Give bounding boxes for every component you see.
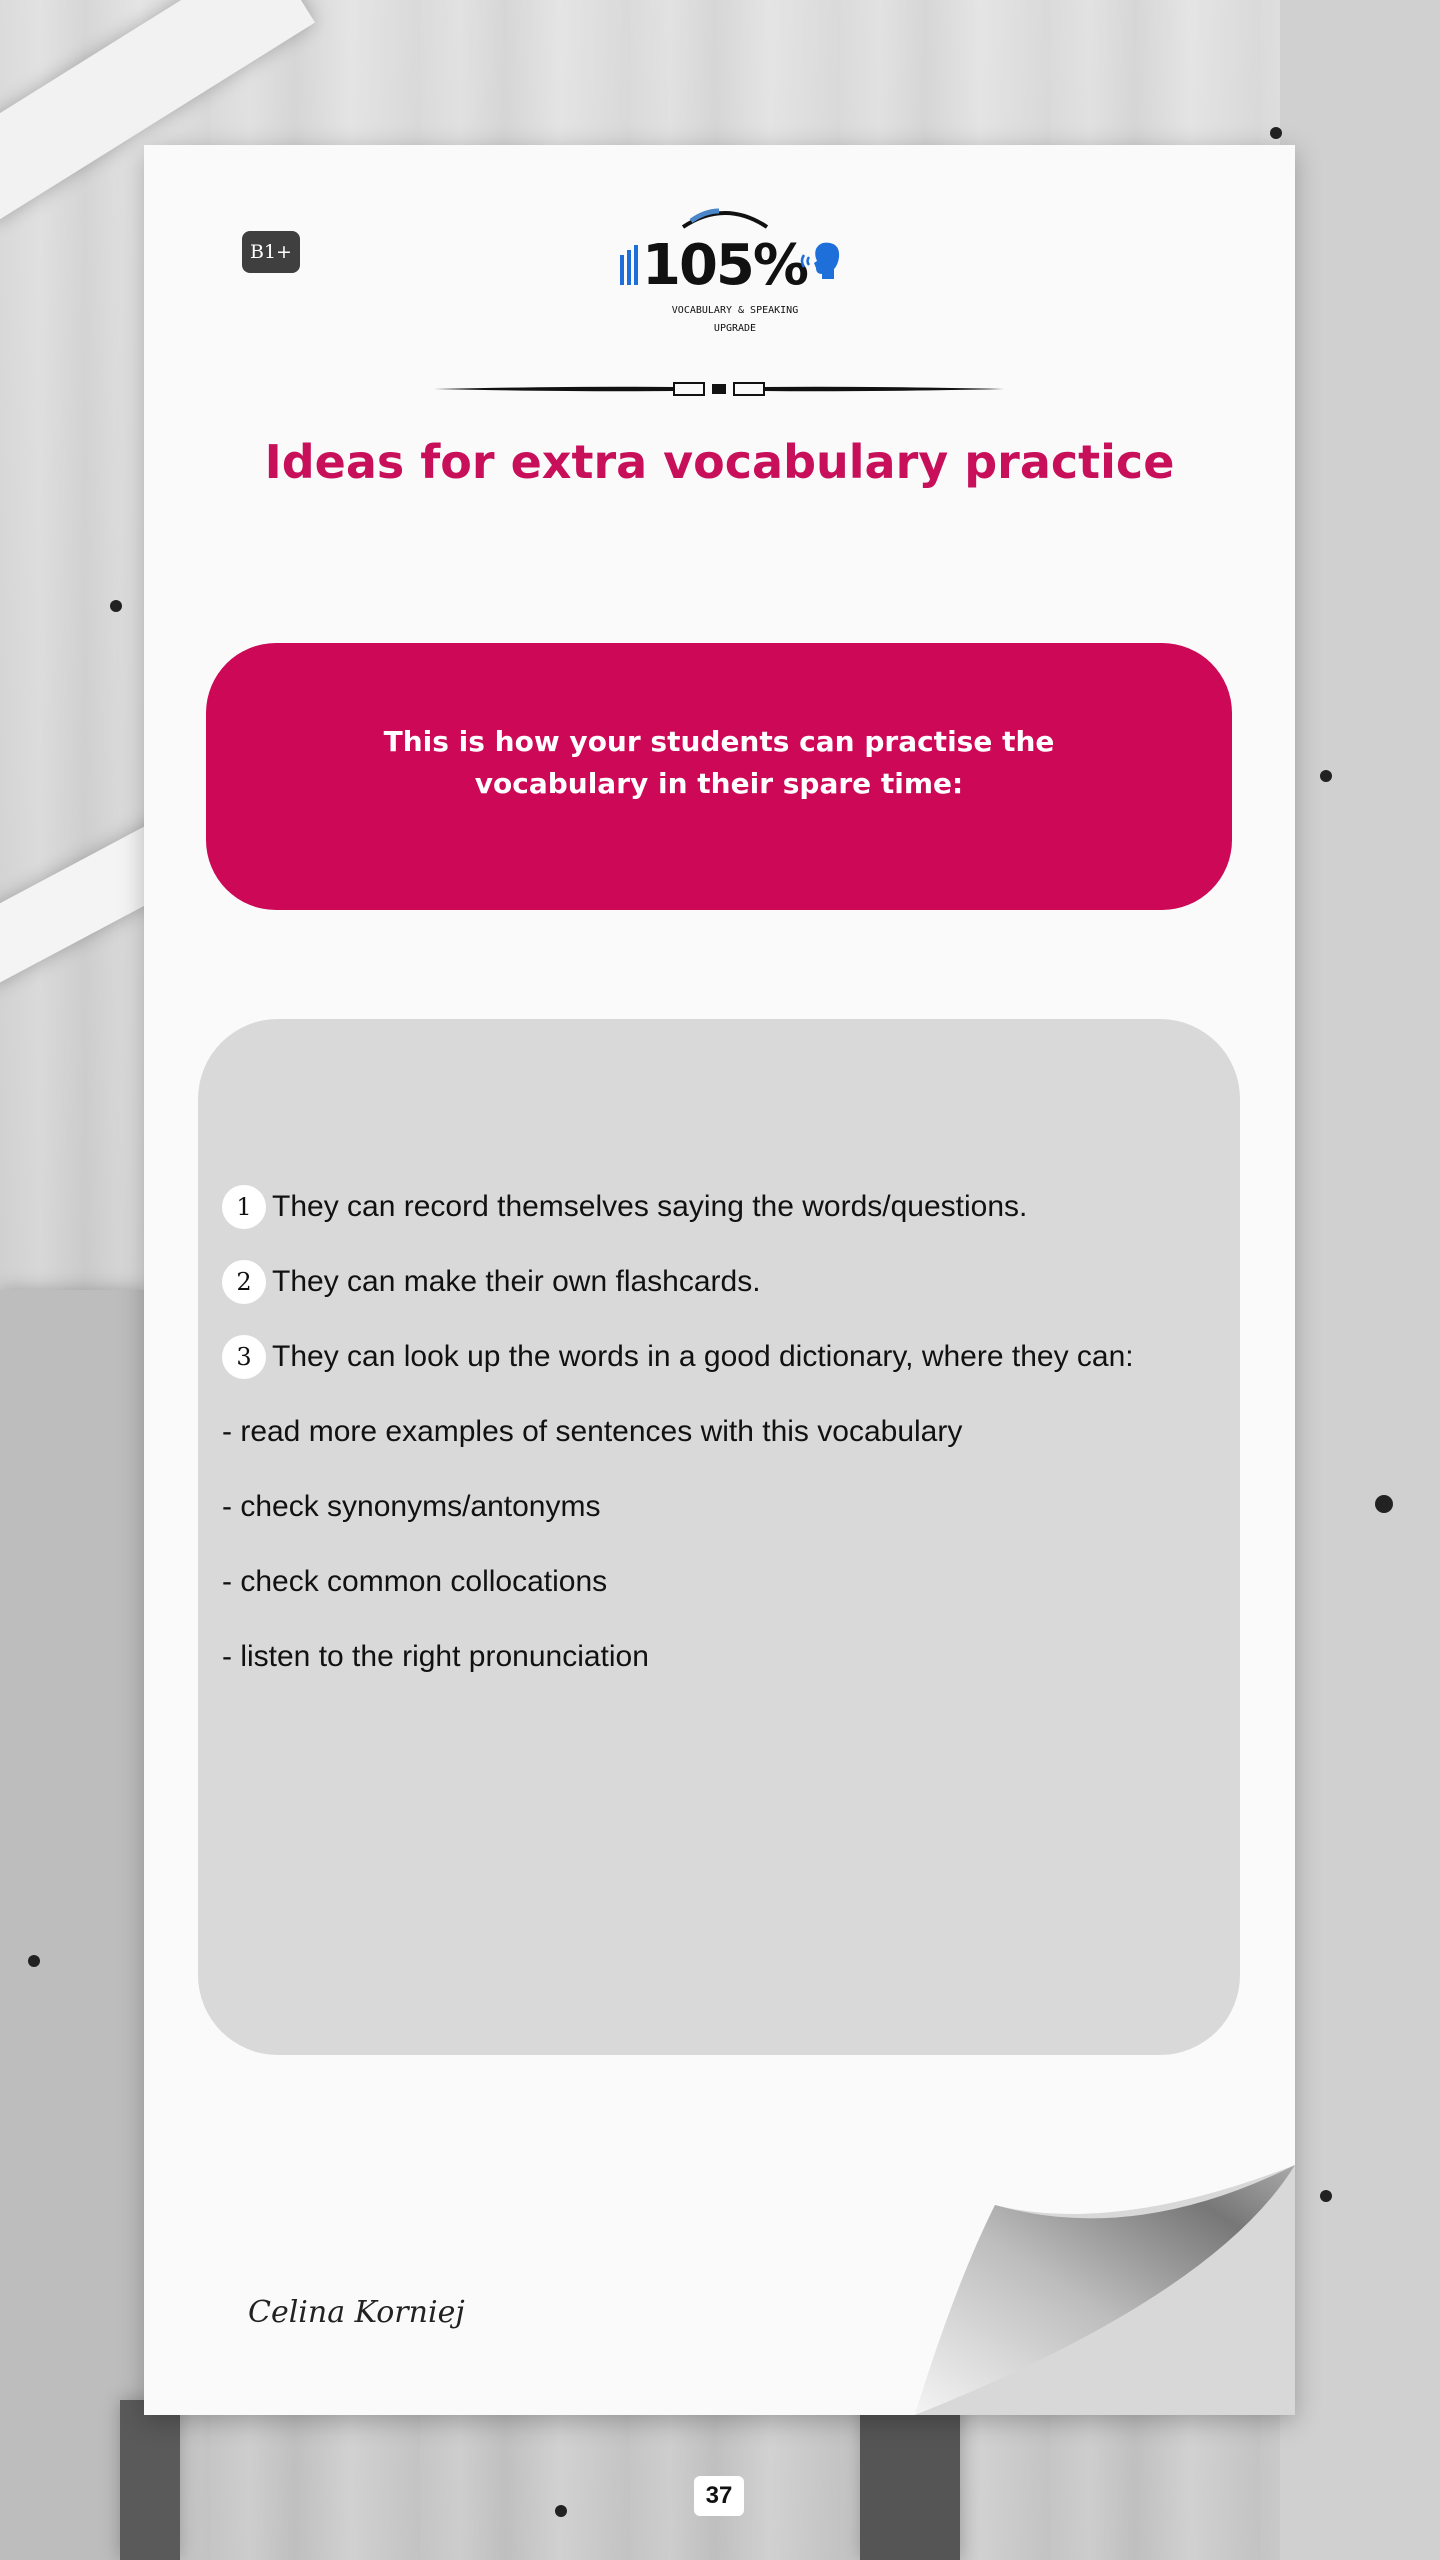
list-item: [222, 1319, 1232, 1394]
page-title: Ideas for extra vocabulary practice: [264, 435, 1175, 489]
number-badge: 1: [222, 1185, 266, 1229]
logo-wordmark: 105%: [642, 233, 808, 298]
logo-subtitle: [620, 301, 850, 339]
background-dot: [1375, 1495, 1393, 1513]
sub-list-item: - check common collocations: [222, 1564, 608, 1598]
intro-banner: [206, 643, 1232, 910]
sub-list-item: - listen to the right pronunciation: [222, 1639, 649, 1673]
background-dot: [555, 2505, 567, 2517]
background-dot: [110, 600, 122, 612]
ornamental-divider: [434, 377, 1004, 401]
number-badge: 2: [222, 1260, 266, 1304]
list-item-text: They can record themselves saying the words/questions.: [272, 1189, 1028, 1223]
level-badge: B1+: [242, 231, 300, 273]
logo-subtitle-line: VOCABULARY & SPEAKING: [671, 305, 799, 316]
list-item: [222, 1244, 1232, 1319]
background-pillar: [0, 1290, 150, 2560]
sub-list-item: - read more examples of sentences with this vocabulary: [222, 1414, 963, 1448]
list-item-text: They can look up the words in a good dictionary, where they can:: [272, 1339, 1134, 1373]
page-number: 37: [694, 2476, 744, 2516]
ideas-panel: [198, 1019, 1240, 2055]
background-dot: [28, 1955, 40, 1967]
sub-list-item: - check synonyms/antonyms: [222, 1489, 601, 1523]
background-wall: [1280, 0, 1440, 2560]
logo-subtitle-line: UPGRADE: [713, 323, 757, 334]
worksheet-page: [144, 145, 1295, 2415]
ideas-list: [222, 1169, 1232, 1694]
background-pillar: [860, 2400, 960, 2560]
list-item-text: They can make their own flashcards.: [272, 1264, 761, 1298]
background-dot: [1320, 770, 1332, 782]
logo-arc-icon: [675, 205, 775, 229]
background-dot: [1270, 127, 1282, 139]
author-signature: Celina Korniej: [248, 2295, 465, 2330]
signal-bars-icon: [620, 245, 642, 285]
background-dot: [1320, 2190, 1332, 2202]
page-curl: [915, 2165, 1295, 2415]
speaking-head-icon: [798, 241, 842, 281]
logo: [620, 205, 850, 334]
list-item: [222, 1169, 1232, 1244]
background-pillar: [120, 2400, 180, 2560]
intro-text: This is how your students can practise the vocabulary in their spare time:: [383, 725, 1055, 800]
number-badge: 3: [222, 1335, 266, 1379]
